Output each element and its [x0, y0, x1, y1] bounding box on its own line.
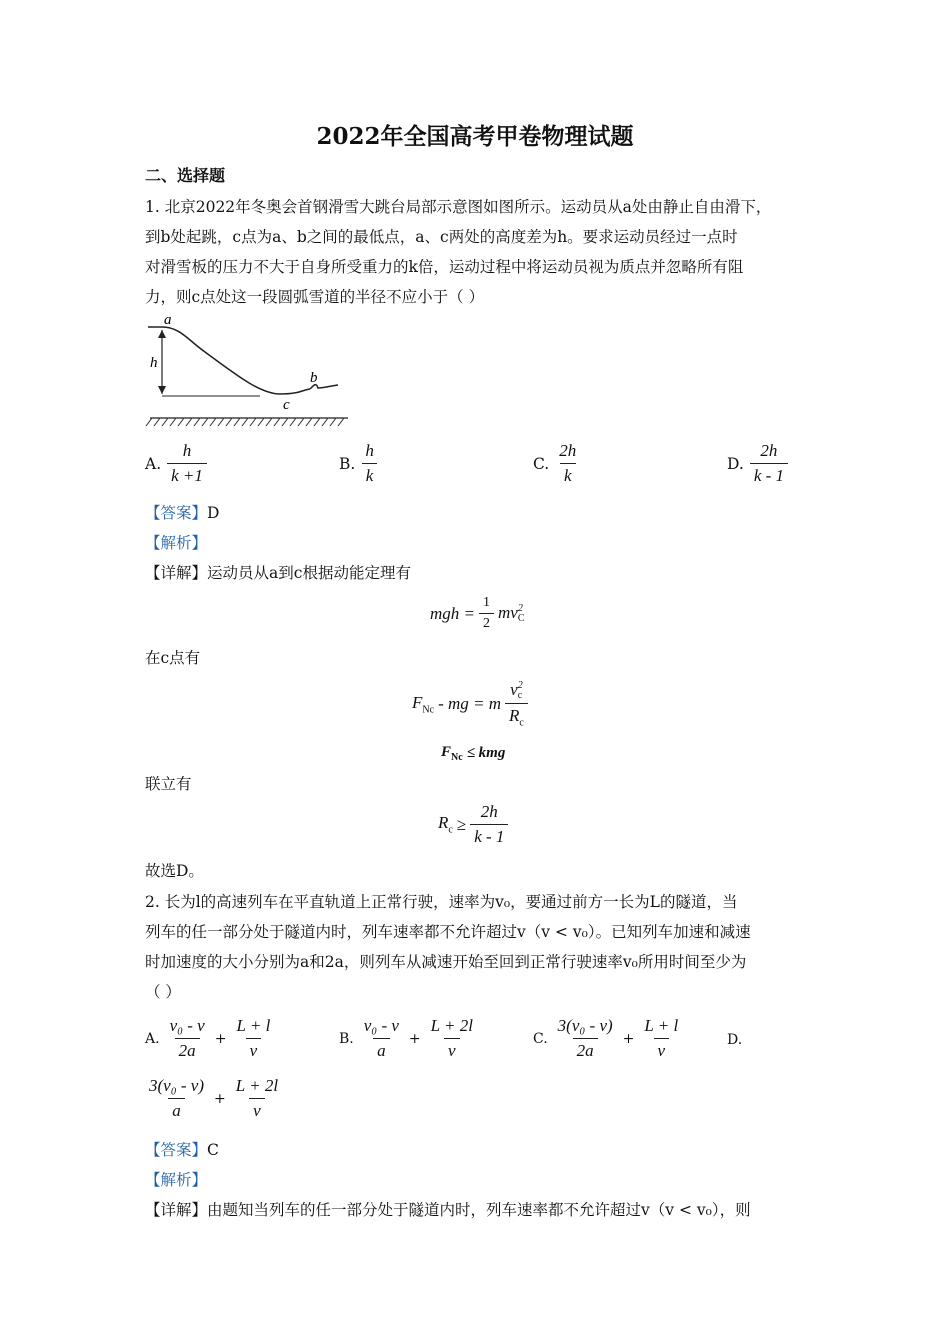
q2-line-4: （ ） [145, 983, 181, 1001]
q2-option-d[interactable]: $\frac{\text{3(v₀ - v)}}{a}$ + $\frac{L + 2l}{v}$ [145, 1076, 282, 1121]
q1-combine: 联立有 [145, 775, 192, 793]
q2-option-a[interactable]: A. $\frac{\text{v₀ - v}}{2a}$ + $\frac{L + l}{v}$ [145, 1016, 274, 1061]
q2-option-d-label[interactable]: D. [727, 1032, 743, 1048]
fraction: $\frac{\text{3(v₀ - v)}}{a}$ [149, 1076, 204, 1120]
q2-line-3: 时加速度的大小分别为a和2a，则列车从减速开始至回到正常行驶速率v₀所用时间至少为 [145, 953, 747, 971]
fraction: $\frac{\text{v₀ - v}}{a}$ [363, 1016, 399, 1060]
q1-at-c: 在c点有 [145, 649, 201, 667]
equation-result: $R_c$ ≥ $\frac{2h}{k - 1}$ [438, 802, 508, 847]
equation-constraint: $F_{Nc}$ ≤ kmg [441, 744, 506, 763]
ski-jump-figure [140, 312, 355, 430]
section-heading: 二、选择题 [145, 166, 226, 185]
q1-line-3: 对滑雪板的压力不大于自身所受重力的k倍，运动过程中将运动员视为质点并忽略所有阻 [145, 258, 744, 276]
q2-answer: 【答案】C [145, 1141, 219, 1159]
fraction: $\frac{h}{k}$ [361, 441, 378, 486]
fraction: $\frac{2h}{k}$ [559, 441, 577, 485]
equation-energy: mgh = $\frac{1}{2}$ mv 2 C [430, 595, 525, 631]
fraction: $\frac{\text{3(v₀ - v)}}{2a}$ [557, 1016, 613, 1060]
q2-line-1: 2. 长为l的高速列车在平直轨道上正常行驶，速率为v₀，要通过前方一长为L的隧道，当 [145, 893, 738, 911]
q1-option-d[interactable]: D. $\frac{2h}{k - 1}$ [727, 441, 788, 486]
fraction: $\frac{L + 2l}{v}$ [235, 1076, 279, 1120]
fraction: $\frac{L + 2l}{v}$ [430, 1016, 473, 1060]
q1-conclusion: 故选D。 [145, 862, 204, 880]
q1-line-4: 力，则c点处这一段圆弧雪道的半径不应小于（ ） [145, 288, 485, 306]
q2-detail: 【详解】由题知当列车的任一部分处于隧道内时，列车速率都不允许超过v（v < v₀），则 [145, 1201, 751, 1219]
q2-option-c[interactable]: C. $\frac{\text{3(v₀ - v)}}{2a}$ + $\frac{L + l}{v}$ [533, 1016, 682, 1061]
q1-option-c[interactable]: C. $\frac{2h}{k}$ [533, 441, 580, 486]
label-a: a [164, 312, 172, 328]
q1-detail: 【详解】运动员从a到c根据动能定理有 [145, 564, 411, 582]
fraction: $\frac{h}{k +1}$ [167, 441, 207, 486]
label-c: c [283, 397, 290, 413]
fraction: $\frac{L + l}{v}$ [644, 1016, 679, 1060]
q1-line-2: 到b处起跳，c点为a、b之间的最低点，a、c两处的高度差为h。要求运动员经过一点时 [145, 228, 738, 246]
fraction: $\frac{L + l}{v}$ [236, 1016, 271, 1060]
label-h: h [150, 355, 158, 371]
q1-option-a[interactable]: A. $\frac{h}{k +1}$ [145, 441, 207, 486]
q1-analysis-tag: 【解析】 [145, 534, 208, 552]
q1-option-b[interactable]: B. $\frac{h}{k}$ [339, 441, 378, 486]
q2-line-2: 列车的任一部分处于隧道内时，列车速率都不允许超过v（v < v₀）。已知列车加速和减速 [145, 923, 751, 941]
q1-line-1: 1. 北京2022年冬奥会首钢滑雪大跳台局部示意图如图所示。运动员从a处由静止自由滑下， [145, 198, 772, 216]
label-b: b [310, 370, 318, 386]
fraction: $\frac{2h}{k - 1}$ [750, 441, 788, 486]
page-title: 2022年全国高考甲卷物理试题 [316, 123, 634, 150]
fraction: $\frac{\text{v₀ - v}}{2a}$ [169, 1016, 205, 1060]
q2-analysis-tag: 【解析】 [145, 1171, 208, 1189]
equation-force: $F_{Nc}$ - mg = m v 2 c $R_c$ [412, 680, 528, 728]
q1-answer: 【答案】D [145, 504, 220, 522]
q2-option-b[interactable]: B. $\frac{\text{v₀ - v}}{a}$ + $\frac{L + 2l}{v}$ [339, 1016, 477, 1061]
